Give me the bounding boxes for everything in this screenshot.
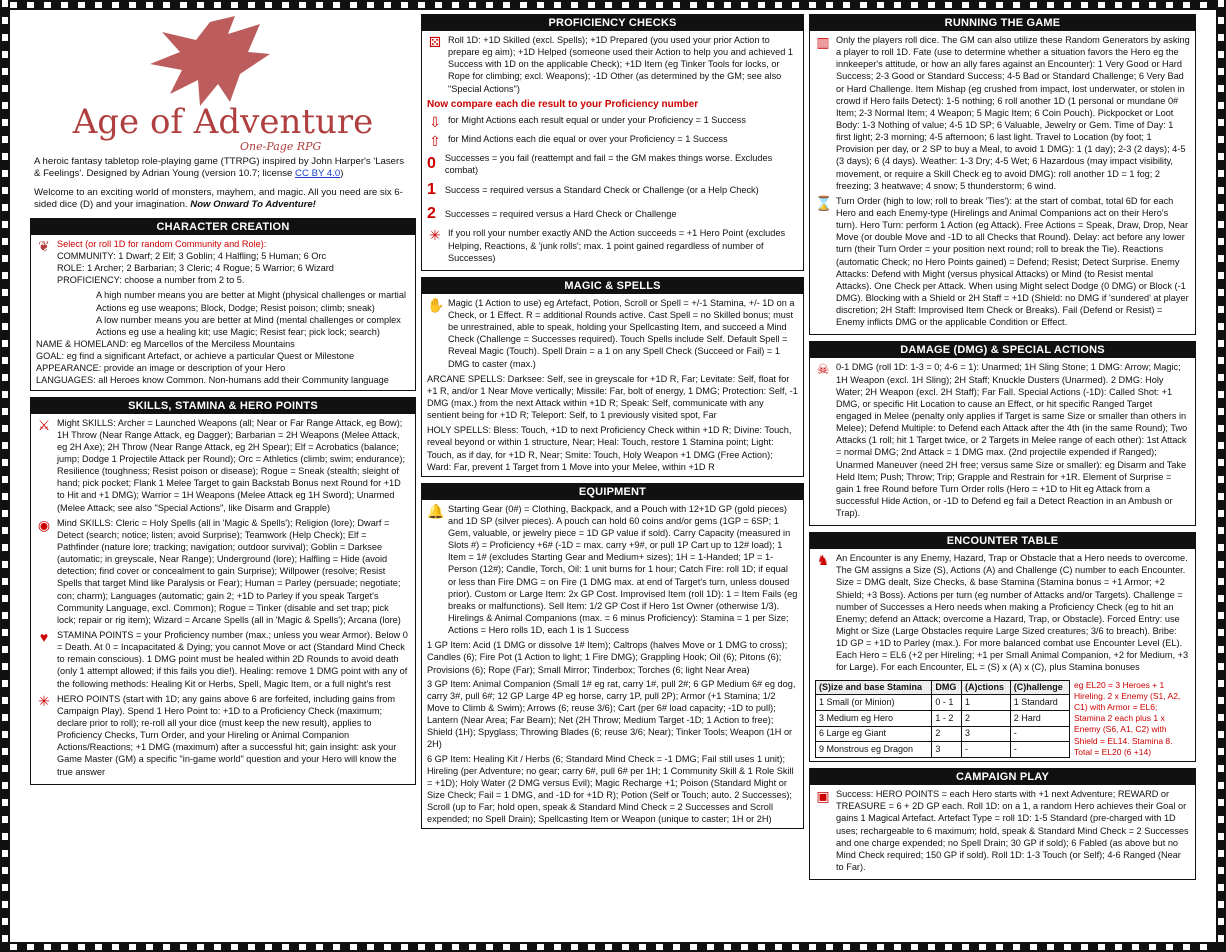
skull-icon: ☠: [816, 361, 830, 378]
appearance-text: APPEARANCE: provide an image or description of your Hero: [36, 363, 286, 374]
campaign-text: Success: HERO POINTS = each Hero starts with +1 next Adventure; REWARD or TREASURE = 6 + 2D GP each. Roll 1D: on a 1, a random Hero achieves their Goal or gains 1 Magical Artefact. Artefact Type = roll 1D: 1-5 Standard (pre-charged with 1D uses; rechargeable to 6 maximum; hold, speak & Standard Mind Check = 2 Successes and one charge expended; no Spell Drain; 30 GP if sold); 6 Fabled (as above but no Mind Check required; 150 GP if sold). Roll 1D: 1-3 Touch (or Self); 4-6 Ranged (Near to Far).: [836, 789, 1189, 872]
right-border: [1216, 0, 1226, 952]
one-success-number: 1: [427, 181, 436, 199]
name-text: NAME & HOMELAND: eg Marcellos of the Merciless Mountains: [36, 339, 295, 349]
character-creation-panel: [30, 218, 416, 391]
running-heading: RUNNING THE GAME: [810, 15, 1195, 31]
gp3-items: 3 GP Item: Animal Companion (Small 1# eg rat, carry 1#, pull 2#; 6 GP Medium 6# eg dog, carry 3#, pull 6#; 12 GP Large 4P eg horse, carry 1P, pull 2P); Armor (+1 Stamina; 1/2 Move to Climb & Swim); Arrows (6; reuse 3/6); Cart (per 6# load capacity; -1D to pull); Lantern (Near Area; Far Beam); Net (2H Throw; Medium Target -1D; 1 Action to free); Shield (1H); Spyglass; Throwing Blades (6; reuse 3/6; Near); Tinker Tools; Weapon (1H or 2H): [427, 678, 796, 750]
arcane-spells: ARCANE SPELLS: Darksee: Self, see in greyscale for +1D R, Far; Levitate: Self, float for +1 R, and/or 1 Near Move vertically; Missile: Far, bolt of energy, 1 DMG; Protection: Self, -1 DMG (max.) from the next Attack within +1D R; Speak: Self, communicate with any sentient being for +1D R; Teleport: Self, to 1 previously visited spot, Far: [427, 373, 798, 421]
proficiency-text: PROFICIENCY: choose a number from 2 to 5.: [57, 275, 245, 286]
select-text: Select (or roll 1D for random Community and Role):: [57, 238, 267, 249]
compare-text: Now compare each die result to your Proficiency number: [427, 98, 699, 110]
table-row: 1 Small (or Minion) 0 - 1 1 1 Standard: [816, 695, 1070, 711]
table-row: 3 Medium eg Hero 1 - 2 2 2 Hard: [816, 711, 1070, 727]
table-row: 9 Monstrous eg Dragon 3 - -: [816, 742, 1070, 758]
table-header: (C)hallenge: [1010, 680, 1069, 695]
arrow-down-icon: ⇩: [429, 113, 441, 130]
dragon-head-icon: ♞: [816, 552, 830, 569]
encounter-example-note: eg EL20 = 3 Heroes + 1 Hireling. 2 x Enemy (S1, A2, C1) with Armor = EL6; Stamina 2 each plus 1 x Enemy (S6, A1, C2) with Shield = EL14. Stamina 8. Total = EL20 (6 +14): [1074, 679, 1181, 757]
bell-icon: 🔔: [427, 502, 445, 519]
map-icon: ▥: [816, 34, 830, 50]
mind-text: A low number means you are better at Mind (mental challenges or complex Actions eg use a healing kit; use Magic; Resist fear; pick lock; search): [96, 314, 401, 337]
gp6-items: 6 GP Item: Healing Kit / Herbs (6; Standard Mind Check = -1 DMG; Fail still uses 1 unit); Hireling (per Adventure; no gear; carry 6#, pull 6# per 1H; 1 Community Skill & 1 Role Skill = +1D); Holy Water (2 DMG versus Evil); Magic Recharge +1; Poison (Standard Might or Size Check; Fail = 1 DMG, and -1D for +1D R); Potion (Self or Touch; auto. 2 Successes); Scroll (up to Far; hold open, speak & Standard Mind Check = 2 Successes and Scroll expended; no Spell Drain); Spellcasting Item or Weapon (unique to caster; 1H or 2H): [427, 753, 794, 825]
goal-text: GOAL: eg find a significant Artefact, or achieve a particular Quest or Milestone: [36, 351, 355, 362]
skills-heading: SKILLS, STAMINA & HERO POINTS: [31, 398, 415, 414]
damage-text: 0-1 DMG (roll 1D: 1-3 = 0; 4-6 = 1): Unarmed; 1H Sling Stone; 1 DMG: Arrow; Magic; 1H Weapon (excl. 1H Sling); 2H Staff; Knuckle Dusters (Unarmed). 2 DMG: Holy Water; 2H Weapon (excl. 2H Staff); Far Fall. Special Actions (-1D): Called Shot: +1 DMG, or specific Hit Location to cause an Effect, or hit specific Ranged Target engaged in Melee (penalty only applies if Target is same Size or smaller than others in Melee); Defend Multiple: to Defend each Attack after the 4th (in the same Round); Two Attacks (1 roll; hit 1 Target twice, or 2 Targets in Melee range of each other): 1st Attack = normal DMG; 2nd Attack = 1 DMG max. (2nd projectile expended if Ranged); Unarmed Maneuver (need 2H free; versus same Size or smaller): eg Disarm and Take Held Item; Push; Throw; Trip; Grapple and Restrain for +1R. Element of Surprise = gain 1 free Round before Turn Order rolls (Hero = +1D to Hit eg Attack from a successful Hide Action, or -1D to Defend eg fail a Detect Reaction in an Ambush or Trap).: [836, 362, 1188, 519]
tree-icon: ❦: [38, 237, 50, 254]
table-header: (A)ctions: [962, 680, 1011, 695]
stamina-text: STAMINA POINTS = your Proficiency number (max.; unless you wear Armor). Below 0 = Death. At 0 = Incapacitated & Dying; you cannot Move or act (Standard Mind Check to remain conscious). 1 DMG point must be healed within 2D Rounds to avoid death (only 1 attempt allowed; if this fails you die!). Healing: remove 1 DMG point with any of the following methods: Healing Kit or Herbs, Spell, Magic Item, or a full night's rest: [57, 629, 408, 689]
zero-successes-number: 0: [427, 155, 436, 173]
languages-text: LANGUAGES: all Heroes know Common. Non-humans add their Community language: [36, 375, 389, 386]
left-border: [0, 0, 10, 952]
column-left: [30, 14, 416, 791]
running-panel: [809, 14, 1196, 335]
encounter-table: [815, 680, 1070, 759]
encounter-text: An Encounter is any Enemy, Hazard, Trap or Obstacle that a Hero needs to overcome. The GM assigns a Size (S), Actions (A) and Challenge (C) number to each Encounter. Size = DMG dealt, Size Checks, & base Stamina (Stamina bonus = +1 Armor; +2 Shield; +3 Boss). Actions per turn (eg number of Attacks and/or Targets). Challenge = number of Successes a Hero needs when making a Proficiency Check (eg to hit an Enemy; defend an Attack; overcome a Hazard, Trap, or Obstacle). Forced Entry: use Might or Size (Large Obstacles require Large Sized creatures; 3/6 to breach). Bribe: 1D GP = +1D to Parley (max.). For more balanced combat use Encounter Level (EL). Each Hero = EL6 (+2 per Hireling; +1 per Small Animal Companion, +2 for Medium, +3 for Large). For each Encounter, EL = (S) x (A) x (C), plus Stamina bonuses: [836, 553, 1189, 673]
might-skills-text: Might SKILLS: Archer = Launched Weapons (all; Near or Far Range Attack, eg Bow); 1H Throw (Near Range Attack, eg Dagger); Barbarian = 2H Weapons (Melee Attack, eg 2H Axe); 2H Throw (Near Range Attack, eg 2H Spear); Elf = Acrobatics (balance; jump; Dodge 1 Projectile Attack per Round); Orc = Athletics (climb; swim; endurance); Resilience (toughness; Resist poison or disease); Rogue = Sneak (stealth; sleight of hand; pick pocket; Flank 1 Melee Target to gain Backstab Bonus next Round for +1D to Hit and +1 DMG); Warrior = 1H Weapons (Melee Attack eg 1H Sword); Unarmed (Melee Attack; see also "Special Actions", like Disarm and Grapple): [57, 417, 405, 513]
hero-point-icon: ✳: [38, 692, 50, 709]
turn-order-text: Turn Order (high to low; roll to break 'Ties'): at the start of combat, total 6D for each Hero and each Enemy-type (Hirelings and Animal Companions act on their Hero's turn). Hero Turn: perform 1 Action (eg Attack). Free Actions = Speak, Draw, Drop, Near Move (or double Move and -1D to all Checks that Round). Delay: act before any lower turn (their Turn Order = your position next round; roll to break the Tie). Reactions (automatic Check; no Hero Points gained) = Defend; Resist; Detect Surprise. Enemy Attacks: Defend with Might (versus physical Attacks) or Mind (to Resist mental Attacks). One Check per Attack. When using Might select Dodge (0 DMG) or Block (-1 DMG). Blocking with a Shield or 2H Staff = +1D (Shield: no DMG if 'sundered' at player discretion; 2H Staff: Improvised Item Check or Breaks). Fail (Defend or Resist) = Enemy inflicts DMG or the applicable Condition or Effect.: [836, 195, 1189, 328]
logo-title: Age of Adventure: [72, 102, 374, 142]
treasure-chest-icon: ▣: [816, 788, 830, 805]
table-header: (S)ize and base Stamina: [816, 680, 932, 695]
magic-heading: MAGIC & SPELLS: [422, 278, 803, 294]
zero-successes-text: Successes = you fail (reattempt and fail = the GM makes things worse. Excludes combat): [444, 152, 773, 176]
roll-text: Roll 1D: +1D Skilled (excl. Spells); +1D Prepared (you used your prior Action to prepare eg aim); +1D Helped (someone used their Action to help you and achieved 1 Success with 1D on the applicable Check); +1D Item (eg Tinker Tools for locks, or Rope for climbing; excl. Weapons); -1D Other (as determined by the GM; see also "Special Actions"): [448, 35, 794, 94]
magic-intro: Magic (1 Action to use) eg Artefact, Potion, Scroll or Spell = +/-1 Stamina, +/- 1D on a Check, or 1 Effect. R = additional Rounds active. Cast Spell = no Skilled bonus; must be unrestrained, able to speak, holding your Spellcasting Item, and succeed a Mind Check (Challenge = Successes required). Touch Spells include Self. Default Spell = Reveal Magic (Touch). Spell Drain = a 1 on any Spell Check (Succeed or Fail) = 1 DMG to caster (max.): [448, 297, 795, 369]
encounter-heading: ENCOUNTER TABLE: [810, 533, 1195, 549]
might-rule: for Might Actions each result equal or under your Proficiency = 1 Success: [448, 114, 746, 125]
crossed-swords-icon: ⚔: [37, 416, 51, 433]
proficiency-heading: PROFICIENCY CHECKS: [422, 15, 803, 31]
proficiency-panel: [421, 14, 804, 271]
exact-roll-text: If you roll your number exactly AND the Action succeeds = +1 Hero Point (excludes Helping, Reactions, & 'junk rolls'; max. 1 point gained regardless of number of Successes): [448, 228, 786, 263]
one-success-text: Success = required versus a Standard Check or Challenge (or a Help Check): [444, 184, 759, 195]
campaign-heading: CAMPAIGN PLAY: [810, 769, 1195, 785]
dice-icon: ⚄: [428, 34, 442, 50]
equipment-heading: EQUIPMENT: [422, 484, 803, 500]
hero-point-icon: ✳: [429, 227, 441, 244]
two-successes-text: Successes = required versus a Hard Check or Challenge: [444, 208, 677, 219]
heart-icon: ♥: [39, 628, 49, 645]
role-text: ROLE: 1 Archer; 2 Barbarian; 3 Cleric; 4 Rogue; 5 Warrior; 6 Wizard: [57, 263, 334, 274]
mind-rule: for Mind Actions each die equal or over your Proficiency = 1 Success: [448, 133, 728, 144]
equipment-panel: [421, 483, 804, 830]
table-header: DMG: [932, 680, 962, 695]
damage-heading: DAMAGE (DMG) & SPECIAL ACTIONS: [810, 342, 1195, 358]
hand-icon: ✋: [427, 296, 445, 313]
intro-paragraph-2: Welcome to an exciting world of monsters, mayhem, and magic. All you need are six 6-sided dice (D) and your imagination. Now Onward To Adventure!: [34, 186, 403, 211]
column-right: [809, 14, 1196, 886]
eye-icon: ◉: [37, 516, 51, 533]
players-text: Only the players roll dice. The GM can also utilize these Random Generators by asking a player to roll 1D. Fate (use to determine whether a situation favors the Hero eg the innkeeper's attitude, or how an ally fares against an Encounter): 1 Very Good or Hard Success; 2-3 Good or Standard Success; 4-5 Bad or Standard Challenge; 6 Very Bad or Hard Challenge. Item Mishap (eg crushed from impact, lost underwater, or stolen in crowd if Hero fails Detect): 1-5 nothing; 6 roll another 1D (1 personal or mundane 0# Item; 2-3 Normal Item; 4 Weapon; 5 Magic Item; 6 Coin Pouch). Pickpocket or Loot Body: 1-3 Nothing of value; 4-5 1D SP; 6 Valuable, Jewelry or Gem. Time of Day: 1 first light; 2-3 morning; 4-5 afternoon; 6 last light. Travel to Location (by foot; 1 Provision per day, or 2 SP to buy a Meal, to avoid 1 DMG): 1 (1 day); 2-3 (2 days); 4-5 (3 days); 6 (4 days). Weather: 1-3 Dry; 4-5 Wet; 6 Hazardous (may impact visibility, movement, or require a Skill Check eg to avoid DMG): roll another 1D = 1 fog; 2 freezing; 3 heatwave; 4 snow; 5 thunderstorm; 6 wind.: [836, 35, 1190, 191]
intro-paragraph-1: A heroic fantasy tabletop role-playing game (TTRPG) inspired by John Harper's 'Lasers & Feelings'. Designed by Adrian Young (version 10.7; license CC BY 4.0): [34, 156, 404, 180]
column-middle: [421, 14, 804, 835]
two-successes-number: 2: [427, 205, 436, 223]
hourglass-icon: ⌛: [815, 194, 833, 211]
hero-points-text: HERO POINTS (start with 1D; any gains above 6 are forfeited, including gains from Campaign Play). Spend 1 Hero Point to: +1D to a Proficiency Check (maximum; declare prior to roll); re-roll all your dice (must keep the new result), applies to Proficiency Checks, Turn Order, and your Hireling or Animal Companion Actions/Reactions; +1 DMG (maximum) after a successful hit; gain insight: ask your Game Master (GM) a specific "in-game world" question and your Hero will know the true answer: [57, 693, 397, 777]
bottom-border: [0, 942, 1226, 952]
logo: [30, 14, 416, 154]
license-link[interactable]: CC BY 4.0: [295, 168, 341, 180]
community-text: COMMUNITY: 1 Dwarf; 2 Elf; 3 Goblin; 4 Halfling; 5 Human; 6 Orc: [57, 251, 327, 262]
damage-panel: [809, 341, 1196, 526]
encounter-panel: [809, 532, 1196, 762]
skills-panel: [30, 397, 416, 785]
might-text: A high number means you are better at Might (physical challenges or martial Actions eg use weapons; Block, Dodge; Resist poison; climb; sneak): [96, 290, 406, 313]
campaign-panel: [809, 768, 1196, 880]
logo-subtitle: One-Page RPG: [240, 140, 322, 153]
magic-panel: [421, 277, 804, 477]
top-border: [0, 0, 1226, 10]
dragon-icon: [140, 14, 280, 114]
character-creation-heading: CHARACTER CREATION: [31, 219, 415, 235]
mind-skills-text: Mind SKILLS: Cleric = Holy Spells (all in 'Magic & Spells'); Religion (lore); Dwarf = Detect (search; notice; listen; avoid Surprise); Teamwork (Help Check); Elf = Pathfinder (nature lore; tracking; navigation; outdoor survival); Goblin = Darksee (automatic; in greyscale, Near Range); Underground (lore); Halfling = Hide (avoid detection; find cover or concealment to gain Surprise); Willpower (resolve; Resist Spells that target Mind like Paralysis or Fear); Human = Parley (persuade; negotiate; con; charm); Languages (automatic; gain 2; +1D to Parley if you speak Target's Community Language, excl. Common); Rogue = Tinker (disable and set trap; pick lock; repair or rig item); Wizard = Arcane Spells (all in 'Magic & Spells'); Arcana (lore): [57, 517, 401, 625]
gp1-items: 1 GP Item: Acid (1 DMG or dissolve 1# Item); Caltrops (halves Move or 1 DMG to cross); Candles (6); Fire Pot (1 Action to light; 1 Fire DMG); Grappling Hook; Oil (6); Pitons (6); Provisions (6); Rope (Far); Small Mirror; Tinderbox; Torches (6; light Near Area): [427, 640, 788, 675]
arrow-up-icon: ⇧: [429, 132, 441, 149]
holy-spells: HOLY SPELLS: Bless: Touch, +1D to next Proficiency Check within +1D R; Divine: Touch, reveal beyond or within 1 structure, Near; Heal: Touch, restore 1 Stamina point; Light: Touch, as if day, for +1D R, Near; Smite: Touch, Holy Weapon +1 DMG (Free Action); Ward: Far, prevent 1 Target from 1 Move into your Melee, within +1D R: [427, 425, 792, 472]
equipment-intro: Starting Gear (0#) = Clothing, Backpack, and a Pouch with 12+1D GP (gold pieces) and 1D SP (silver pieces). A pouch can hold 60 coins and/or gems (1GP = 6SP; 1 Gem, valuable, or jewelry piece = 1D GP value if sold). Carry Capacity (measured in Slots #) = Proficiency +6# (-1D = max. carry +9#, or pull 1P Cart up to 12# load); 1 Item = 1# (excludes Starting Gear and Medium+ sizes); 1H = 1-Handed; 1P = 1-Person (12#); Candle, Torch, Oil: 1 unit burns for 1 hour; Catch Fire: roll 1D; if equal or less than Fire DMG = on Fire (1 DMG max. at end of Target's turn, unless doused prior). Custom or Large Item: 2x GP Cost. Improvised Item (roll 1D): 1 = Item Fails (eg breaks or malfunctions). Sell Item: 1/2 GP Cost if Hero 1st Owner (otherwise 1/3). Hirelings & Animal Companions (max. = 6 minus Proficiency): Stamina = 1 per Size; Actions = Hero rolls 1D, each 1 is 1 Success: [448, 503, 798, 636]
table-row: 6 Large eg Giant 2 3 -: [816, 726, 1070, 742]
